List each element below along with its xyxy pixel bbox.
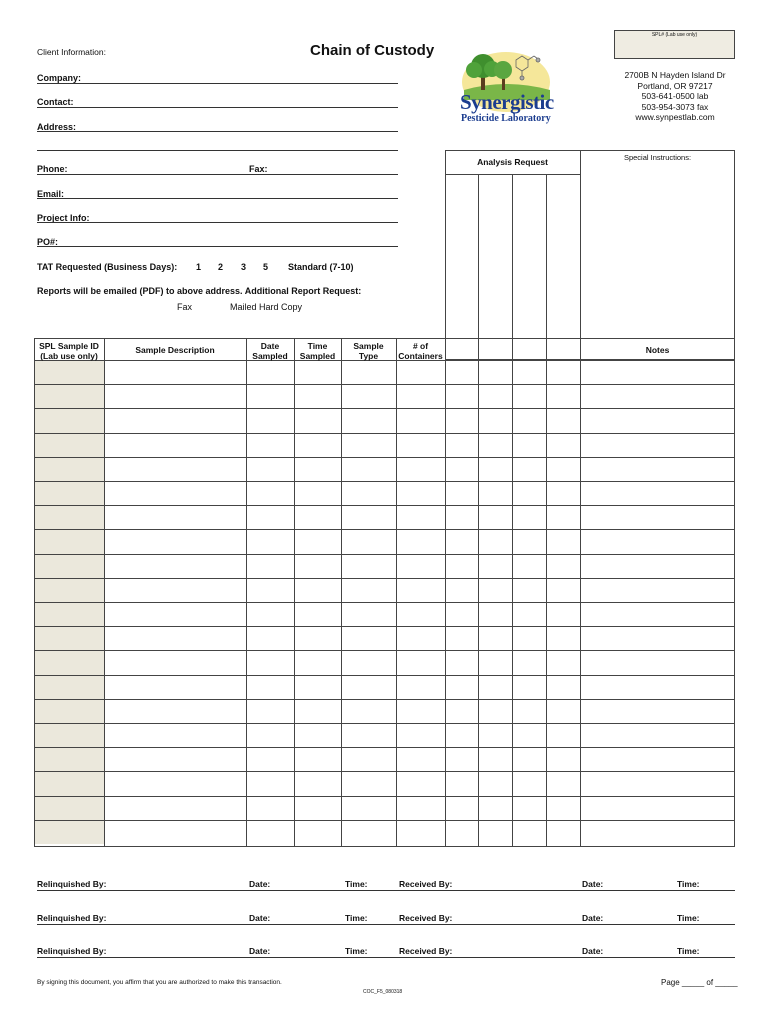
- header-text: Time: [307, 341, 328, 351]
- signature-line-3[interactable]: [37, 957, 735, 958]
- relinquished-by-label: Relinquished By:: [37, 946, 107, 956]
- table-row[interactable]: [104, 603, 735, 626]
- table-row[interactable]: [104, 555, 735, 578]
- table-row[interactable]: [104, 530, 735, 553]
- lab-sample-id-cell[interactable]: [35, 482, 104, 505]
- lab-sample-id-cell[interactable]: [35, 409, 104, 432]
- received-date-label: Date:: [582, 913, 604, 923]
- header-text: SPL Sample ID: [39, 341, 99, 351]
- lab-sample-id-cell[interactable]: [35, 724, 104, 747]
- lab-sample-id-cell[interactable]: [35, 627, 104, 650]
- table-row[interactable]: [104, 772, 735, 795]
- contact-label: Contact:: [37, 97, 74, 107]
- tat-label: TAT Requested (Business Days):: [37, 262, 178, 272]
- header-text: # of: [412, 341, 429, 351]
- table-row[interactable]: [104, 797, 735, 820]
- lab-sample-id-cell[interactable]: [35, 361, 104, 384]
- received-date-label: Date:: [582, 946, 604, 956]
- website-line: www.synpestlab.com: [635, 112, 715, 122]
- header-text: Containers: [398, 351, 443, 361]
- special-instructions-label: Special Instructions:: [623, 153, 692, 162]
- client-information-label: Client Information:: [37, 47, 106, 57]
- email-field[interactable]: [37, 198, 398, 199]
- table-row[interactable]: [104, 651, 735, 674]
- table-row[interactable]: [104, 458, 735, 481]
- table-row[interactable]: [104, 579, 735, 602]
- signature-line-2[interactable]: [37, 924, 735, 925]
- relinquished-date-label: Date:: [249, 913, 271, 923]
- page-number: Page _____ of _____: [661, 978, 738, 987]
- lab-address: [610, 70, 740, 123]
- address-label: Address:: [37, 122, 77, 132]
- lab-sample-id-cell[interactable]: [35, 458, 104, 481]
- relinquished-date-label: Date:: [249, 879, 271, 889]
- fax-label: Fax:: [249, 164, 268, 174]
- signature-line-1[interactable]: [37, 890, 735, 891]
- contact-field[interactable]: [37, 107, 398, 108]
- lab-sample-id-cell[interactable]: [35, 651, 104, 674]
- lab-sample-id-cell[interactable]: [35, 385, 104, 408]
- table-row[interactable]: [104, 385, 735, 408]
- lab-sample-id-cell[interactable]: [35, 676, 104, 699]
- header-sample-type: [341, 341, 396, 361]
- received-date-label: Date:: [582, 879, 604, 889]
- logo-wordmark: Synergistic: [460, 90, 554, 114]
- fax-line: 503-954-3073 fax: [641, 101, 709, 112]
- page-title: Chain of Custody: [310, 42, 435, 59]
- tat-option-5[interactable]: 5: [263, 262, 269, 272]
- header-text: Sampled: [299, 351, 336, 361]
- report-option-fax[interactable]: Fax: [177, 302, 193, 312]
- address-line: 2700B N Hayden Island Dr: [624, 70, 726, 80]
- tat-option-standard[interactable]: Standard (7-10): [288, 262, 354, 272]
- address-field-line-1[interactable]: [37, 131, 398, 132]
- analysis-request-title: Analysis Request: [445, 150, 580, 175]
- lab-sample-id-cell[interactable]: [35, 555, 104, 578]
- lab-spl-number-box[interactable]: [614, 30, 735, 59]
- header-spl-sample-id: [34, 341, 104, 361]
- company-label: Company:: [37, 73, 82, 83]
- header-text: (Lab use only): [40, 351, 98, 361]
- header-text: Sample: [353, 341, 384, 351]
- table-row[interactable]: [104, 434, 735, 457]
- phone-fax-field[interactable]: [37, 174, 398, 175]
- relinquished-by-label: Relinquished By:: [37, 913, 107, 923]
- header-text: Type: [358, 351, 379, 361]
- table-row[interactable]: [104, 724, 735, 747]
- header-containers: [396, 341, 445, 361]
- relinquished-date-label: Date:: [249, 946, 271, 956]
- header-notes: Notes: [645, 345, 670, 355]
- lab-sample-id-cell[interactable]: [35, 772, 104, 795]
- relinquished-time-label: Time:: [345, 879, 368, 889]
- header-text: Sampled: [252, 351, 288, 361]
- lab-sample-id-cell[interactable]: [35, 700, 104, 723]
- lab-sample-id-cell[interactable]: [35, 748, 104, 771]
- header-time-sampled: [294, 341, 341, 361]
- company-field[interactable]: [37, 83, 398, 84]
- header-text: Date: [260, 341, 280, 351]
- email-label: Email:: [37, 189, 65, 199]
- relinquished-time-label: Time:: [345, 946, 368, 956]
- table-row[interactable]: [104, 627, 735, 650]
- received-time-label: Time:: [677, 913, 700, 923]
- received-by-label: Received By:: [399, 913, 453, 923]
- relinquished-by-label: Relinquished By:: [37, 879, 107, 889]
- reports-text: Reports will be emailed (PDF) to above address. Additional Report Request:: [37, 286, 362, 296]
- table-row[interactable]: [104, 506, 735, 529]
- form-code: COC_F5_080318: [363, 989, 403, 995]
- project-info-field[interactable]: [37, 222, 398, 223]
- table-row[interactable]: [104, 482, 735, 505]
- lab-sample-id-cell[interactable]: [35, 506, 104, 529]
- report-option-mail[interactable]: Mailed Hard Copy: [230, 302, 303, 312]
- lab-sample-id-cell[interactable]: [35, 530, 104, 553]
- project-info-label: Project Info:: [37, 213, 90, 223]
- lab-sample-id-cell[interactable]: [35, 434, 104, 457]
- table-row[interactable]: [104, 700, 735, 723]
- lab-sample-id-cell[interactable]: [35, 821, 104, 844]
- po-field[interactable]: [37, 246, 398, 247]
- special-instructions-box[interactable]: [580, 150, 735, 360]
- table-row[interactable]: [104, 361, 735, 384]
- lab-sample-id-cell[interactable]: [35, 603, 104, 626]
- lab-sample-id-cell[interactable]: [35, 579, 104, 602]
- received-time-label: Time:: [677, 879, 700, 889]
- header-sample-description: Sample Description: [135, 345, 215, 355]
- relinquished-time-label: Time:: [345, 913, 368, 923]
- received-by-label: Received By:: [399, 946, 453, 956]
- received-time-label: Time:: [677, 946, 700, 956]
- lab-sample-id-cell[interactable]: [35, 797, 104, 820]
- table-row[interactable]: [104, 748, 735, 771]
- tat-option-2[interactable]: 2: [218, 262, 224, 272]
- po-label: PO#:: [37, 237, 59, 247]
- table-row[interactable]: [104, 676, 735, 699]
- phone-label: Phone:: [37, 164, 68, 174]
- address-line: Portland, OR 97217: [637, 80, 713, 91]
- phone-line: 503-641-0500 lab: [641, 91, 709, 101]
- table-row[interactable]: [104, 409, 735, 432]
- table-row[interactable]: [104, 821, 735, 844]
- footer-affirmation: By signing this document, you affirm that you are authorized to make this transaction.: [37, 979, 282, 986]
- lab-spl-number-label: SPL# (Lab use only): [651, 32, 698, 38]
- received-by-label: Received By:: [399, 879, 453, 889]
- logo-subtitle: Pesticide Laboratory: [461, 113, 551, 124]
- header-date-sampled: [246, 341, 294, 361]
- tat-option-1[interactable]: 1: [196, 262, 202, 272]
- tat-option-3[interactable]: 3: [241, 262, 247, 272]
- address-field-line-2[interactable]: [37, 150, 398, 151]
